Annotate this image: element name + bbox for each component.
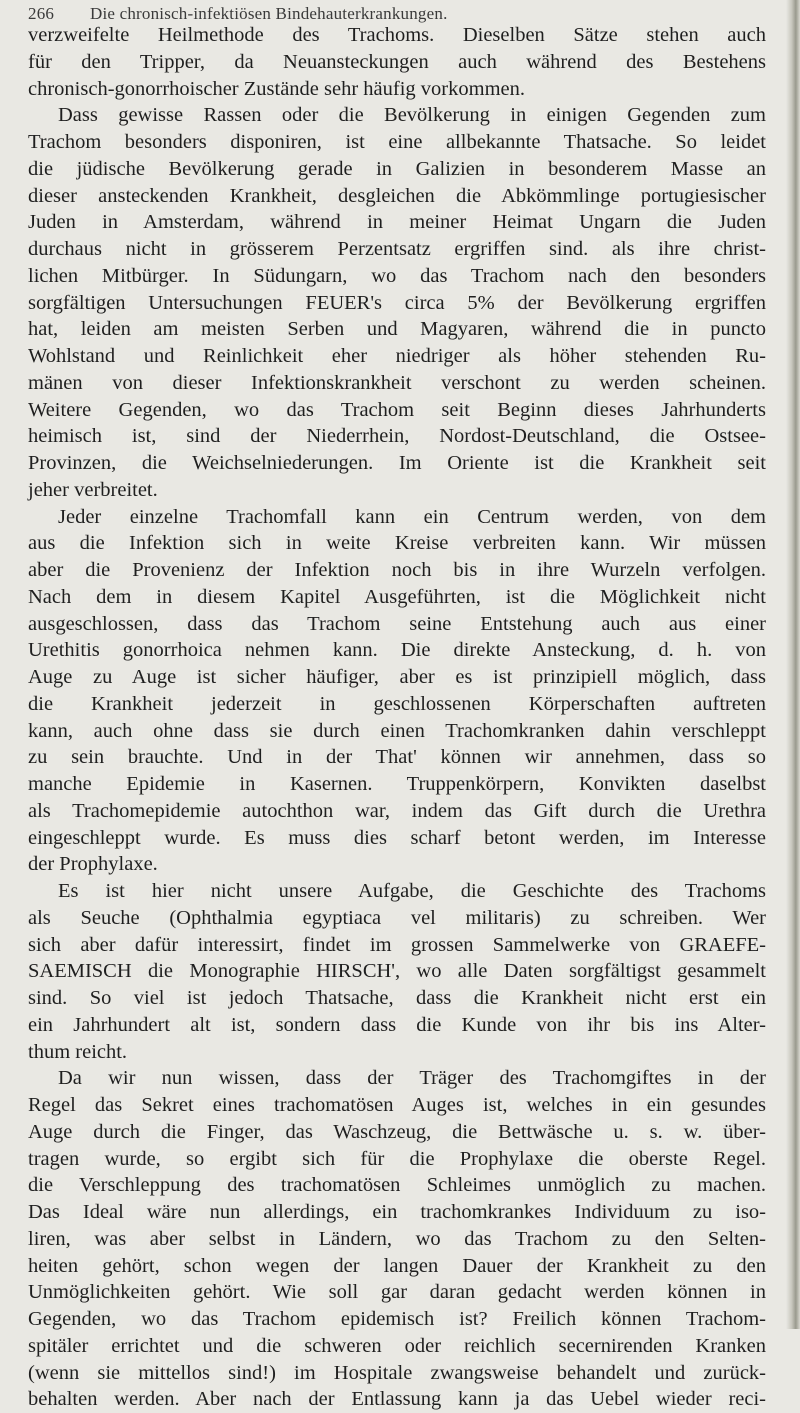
- text-line: Weitere Gegenden, wo das Trachom seit Beginn dieses Jahrhunderts: [28, 398, 766, 421]
- text-line: die jüdische Bevölkerung gerade in Galizien in besonderem Masse an: [28, 157, 766, 180]
- text-line: Trachom besonders disponiren, ist eine allbekannte Thatsache. So leidet: [28, 131, 766, 153]
- text-line: mänen von dieser Infektionskrankheit verschont zu werden scheinen.: [28, 371, 766, 394]
- text-line: sich aber dafür interessirt, findet im grossen Sammelwerke von GRAEFE-: [28, 933, 766, 956]
- text-line: Auge zu Auge ist sicher häufiger, aber es ist prinzipiell möglich, dass: [28, 666, 766, 688]
- text-line: Nach dem in diesem Kapitel Ausgeführten, ist die Möglichkeit nicht: [28, 585, 766, 608]
- text-line: Jeder einzelne Trachomfall kann ein Centrum werden, von dem: [58, 505, 766, 528]
- text-line: Juden in Amsterdam, während in meiner Heimat Ungarn die Juden: [28, 211, 766, 234]
- text-line: Dass gewisse Rassen oder die Bevölkerung in einigen Gegenden zum: [58, 104, 766, 127]
- text-line: Provinzen, die Weichselniederungen. Im Oriente ist die Krankheit seit: [28, 452, 766, 474]
- text-line: hat, leiden am meisten Serben und Magyaren, während die in puncto: [28, 318, 766, 341]
- running-title: Die chronisch-infektiösen Bindehauterkrankungen.: [90, 4, 448, 23]
- text-line: für den Tripper, da Neuansteckungen auch während des Bestehens: [28, 50, 766, 73]
- text-line: behalten werden. Aber nach der Entlassung kann ja das Uebel wieder reci-: [28, 1388, 766, 1411]
- text-line: der Prophylaxe.: [28, 853, 158, 876]
- text-line: manche Epidemie in Kasernen. Truppenkörpern, Konvikten daselbst: [28, 773, 766, 795]
- page-edge: [786, 0, 800, 1329]
- text-line: Regel das Sekret eines trachomatösen Auges ist, welches in ein gesundes: [28, 1094, 766, 1116]
- text-line: SAEMISCH die Monographie HIRSCH', wo alle Daten sorgfältigst gesammelt: [28, 960, 766, 983]
- text-line: als Seuche (Ophthalmia egyptiaca vel militaris) zu schreiben. Wer: [28, 906, 766, 929]
- text-line: spitäler errichtet und die schweren oder reichlich secernirenden Kranken: [28, 1334, 766, 1357]
- text-line: die Krankheit jederzeit in geschlossenen Körperschaften auftreten: [28, 692, 766, 715]
- text-line: ausgeschlossen, dass das Trachom seine Entstehung auch aus einer: [28, 612, 766, 635]
- text-line: thum reicht.: [28, 1040, 128, 1063]
- text-line: lichen Mitbürger. In Südungarn, wo das Trachom nach den besonders: [28, 264, 766, 287]
- text-line: dieser ansteckenden Krankheit, desgleichen die Abkömmlinge portugiesischer: [28, 184, 766, 207]
- body-text: [28, 22, 766, 1413]
- text-line: die Verschleppung des trachomatösen Schleimes unmöglich zu machen.: [28, 1174, 766, 1197]
- text-line: tragen wurde, so ergibt sich für die Prophylaxe die oberste Regel.: [28, 1147, 766, 1170]
- text-line: chronisch-gonorrhoischer Zustände sehr häufig vorkommen.: [28, 77, 525, 100]
- text-line: liren, was aber selbst in Ländern, wo das Trachom zu den Selten-: [28, 1227, 766, 1250]
- text-line: Urethitis gonorrhoica nehmen kann. Die direkte Ansteckung, d. h. von: [28, 639, 766, 662]
- text-line: verzweifelte Heilmethode des Trachoms. Dieselben Sätze stehen auch: [28, 24, 766, 46]
- text-line: heimisch ist, sind der Niederrhein, Nordost-Deutschland, die Ostsee-: [28, 425, 766, 448]
- text-line: Da wir nun wissen, dass der Träger des Trachomgiftes in der: [58, 1067, 766, 1090]
- text-line: aus die Infektion sich in weite Kreise verbreiten kann. Wir müssen: [28, 532, 766, 555]
- text-line: ein Jahrhundert alt ist, sondern dass die Kunde von ihr bis ins Alter-: [28, 1013, 766, 1036]
- text-line: aber die Provenienz der Infektion noch bis in ihre Wurzeln verfolgen.: [28, 559, 766, 581]
- text-line: Gegenden, wo das Trachom epidemisch ist? Freilich können Trachom-: [28, 1308, 766, 1330]
- text-line: Das Ideal wäre nun allerdings, ein trachomkrankes Individuum zu iso-: [28, 1201, 766, 1223]
- text-line: sorgfältigen Untersuchungen FEUER's circa 5% der Bevölkerung ergriffen: [28, 291, 766, 314]
- text-line: sind. So viel ist jedoch Thatsache, dass die Krankheit nicht erst ein: [28, 987, 766, 1009]
- text-line: Es ist hier nicht unsere Aufgabe, die Geschichte des Trachoms: [58, 880, 766, 902]
- text-line: kann, auch ohne dass sie durch einen Trachomkranken dahin verschleppt: [28, 719, 766, 742]
- text-line: (wenn sie mittellos sind!) im Hospitale zwangsweise behandelt und zurück-: [28, 1361, 766, 1384]
- text-line: zu sein brauchte. Und in der That' können wir annehmen, dass so: [28, 746, 766, 769]
- text-line: jeher verbreitet.: [28, 478, 158, 501]
- text-line: durchaus nicht in grösserem Perzentsatz ergriffen sind. als ihre christ-: [28, 238, 766, 260]
- text-line: Auge durch die Finger, das Waschzeug, die Bettwäsche u. s. w. über-: [28, 1120, 766, 1143]
- text-line: Unmöglichkeiten gehört. Wie soll gar daran gedacht werden können in: [28, 1281, 766, 1304]
- text-line: heiten gehört, schon wegen der langen Dauer der Krankheit zu den: [28, 1254, 766, 1277]
- text-line: als Trachomepidemie autochthon war, indem das Gift durch die Urethra: [28, 799, 766, 822]
- page-number: 266: [28, 4, 55, 23]
- text-line: eingeschleppt wurde. Es muss dies scharf betont werden, im Interesse: [28, 826, 766, 849]
- text-line: Wohlstand und Reinlichkeit eher niedriger als höher stehenden Ru-: [28, 345, 766, 367]
